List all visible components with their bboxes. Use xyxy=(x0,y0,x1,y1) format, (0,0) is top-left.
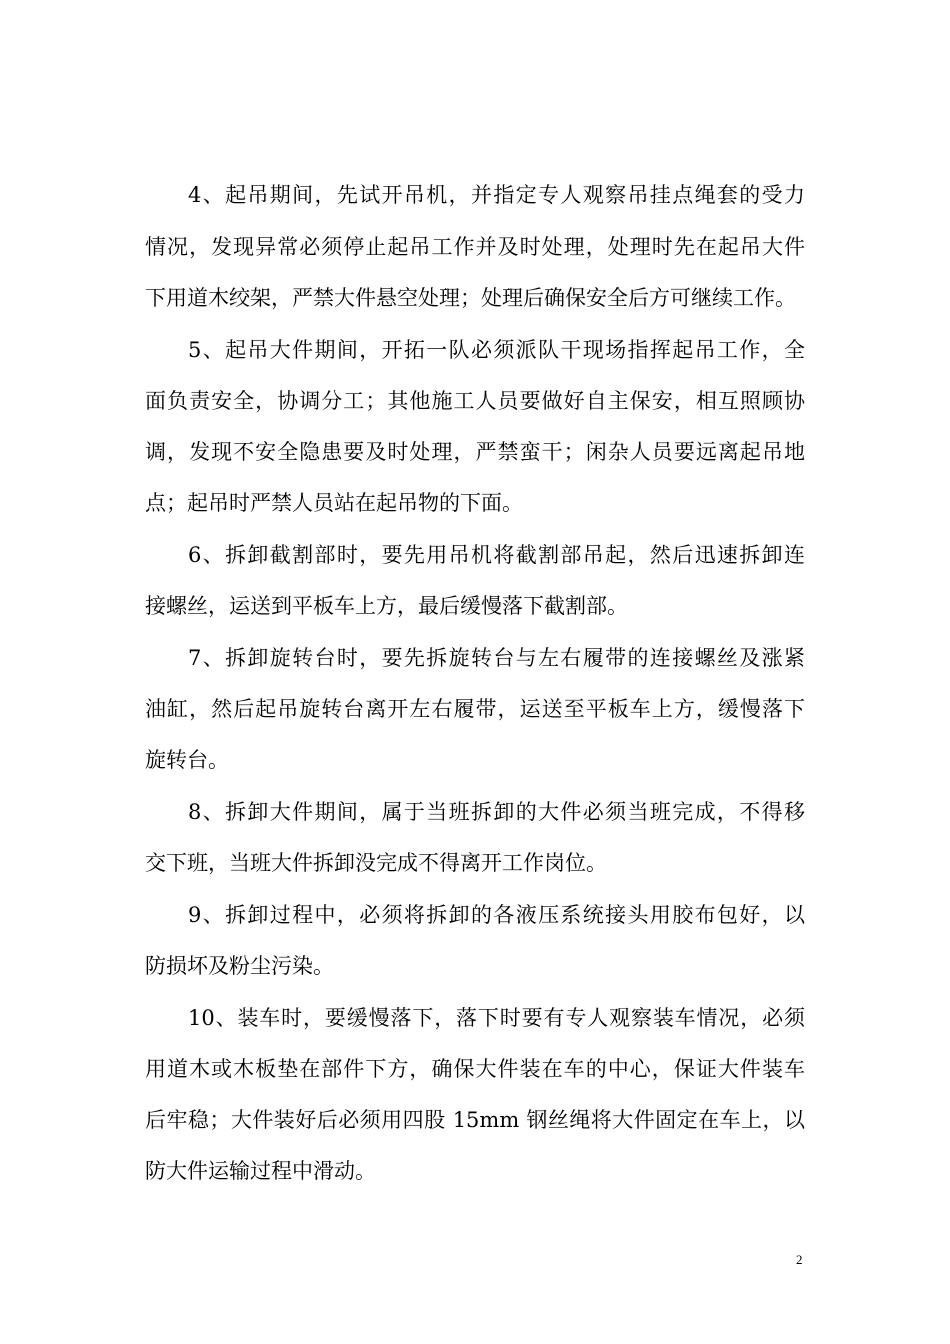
paragraph-line: 8、拆卸大件期间，属于当班拆卸的大件必须当班完成，不得移 xyxy=(188,800,805,824)
paragraph-line: 6、拆卸截割部时，要先用吊机将截割部吊起，然后迅速拆卸连 xyxy=(188,543,805,567)
paragraph-line: 点；起吊时严禁人员站在起吊物的下面。 xyxy=(145,491,523,515)
paragraph-line: 情况，发现异常必须停止起吊工作并及时处理，处理时先在起吊大件 xyxy=(145,235,805,259)
paragraph-line: 调，发现不安全隐患要及时处理，严禁蛮干；闲杂人员要远离起吊地 xyxy=(145,440,805,464)
paragraph-line: 4、起吊期间，先试开吊机，并指定专人观察吊挂点绳套的受力 xyxy=(188,183,805,207)
paragraph-line: 10、装车时，要缓慢落下，落下时要有专人观察装车情况，必须 xyxy=(188,1006,805,1030)
paragraph-line: 防损坏及粉尘污染。 xyxy=(145,954,334,978)
paragraph-line: 后牢稳；大件装好后必须用四股 15mm 钢丝绳将大件固定在车上，以 xyxy=(145,1108,805,1132)
page-number: 2 xyxy=(796,1252,803,1267)
paragraph-line: 5、起吊大件期间，开拓一队必须派队干现场指挥起吊工作，全 xyxy=(188,338,805,362)
paragraph-line: 交下班，当班大件拆卸没完成不得离开工作岗位。 xyxy=(145,851,607,875)
paragraph-line: 面负责安全，协调分工；其他施工人员要做好自主保安，相互照顾协 xyxy=(145,389,805,413)
paragraph-line: 防大件运输过程中滑动。 xyxy=(145,1159,376,1183)
paragraph-line: 旋转台。 xyxy=(145,748,229,772)
paragraph-line: 7、拆卸旋转台时，要先拆旋转台与左右履带的连接螺丝及涨紧 xyxy=(188,646,805,670)
paragraph-line: 油缸，然后起吊旋转台离开左右履带，运送至平板车上方，缓慢落下 xyxy=(145,697,805,721)
paragraph-line: 9、拆卸过程中，必须将拆卸的各液压系统接头用胶布包好，以 xyxy=(188,903,805,927)
paragraph-line: 接螺丝，运送到平板车上方，最后缓慢落下截割部。 xyxy=(145,594,628,618)
paragraph-line: 用道木或木板垫在部件下方，确保大件装在车的中心，保证大件装车 xyxy=(145,1057,805,1081)
paragraph-line: 下用道木绞架，严禁大件悬空处理；处理后确保安全后方可继续工作。 xyxy=(145,286,796,310)
